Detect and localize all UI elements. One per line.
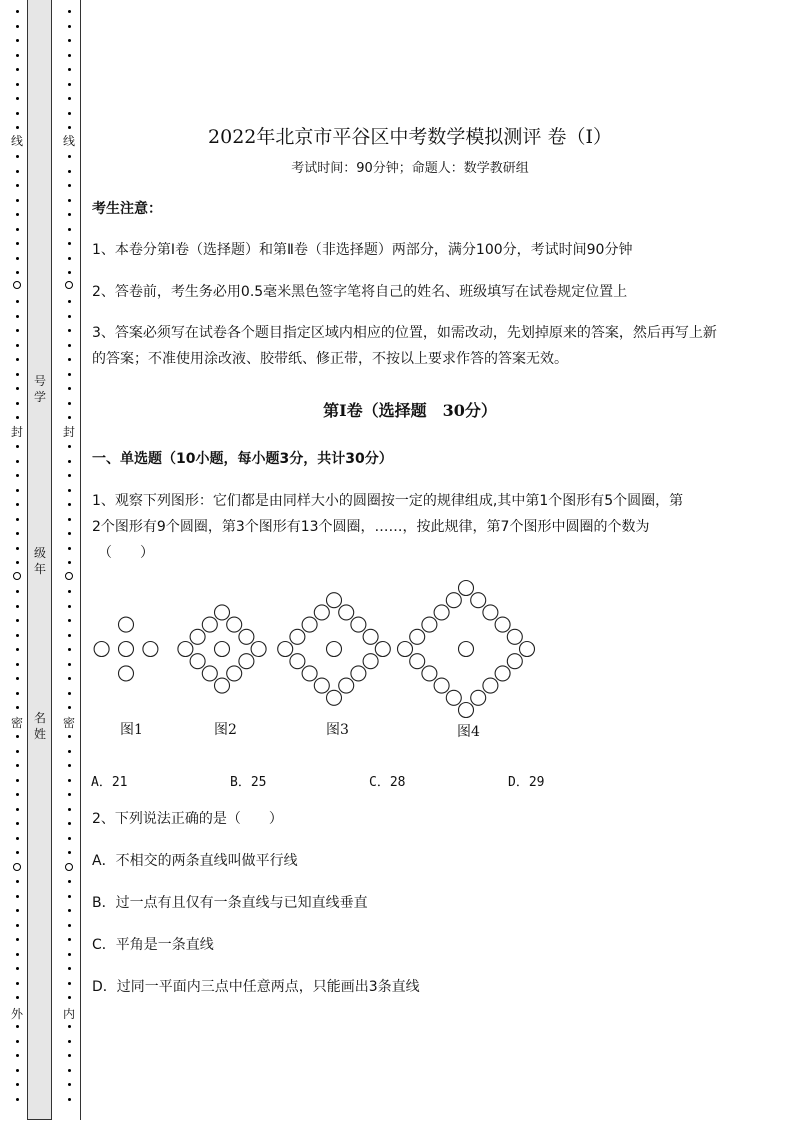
circle-pattern-figure <box>88 578 548 728</box>
binding-ring <box>13 281 21 289</box>
binding-dot <box>16 1098 19 1101</box>
binding-dot <box>16 112 19 115</box>
binding-dot <box>68 54 71 57</box>
pattern-circle <box>251 642 266 657</box>
binding-dot <box>16 97 19 100</box>
q1-stem-line2: 2个图形有9个圆圈，第3个图形有13个圆圈，……，按此规律，第7个图形中圆圈的个数为 <box>92 519 650 535</box>
q2-option-d[interactable]: D．过同一平面内三点中任意两点，只能画出3条直线 <box>92 979 420 995</box>
binding-dot <box>68 1083 71 1086</box>
binding-dot <box>68 953 71 956</box>
pattern-circle <box>483 605 498 620</box>
notice-heading: 考生注意： <box>92 201 162 217</box>
binding-dot <box>16 126 19 129</box>
binding-dot <box>16 735 19 738</box>
binding-dot <box>16 184 19 187</box>
binding-dot <box>16 257 19 260</box>
binding-dot <box>68 97 71 100</box>
pattern-circle <box>483 678 498 693</box>
binding-dot <box>68 895 71 898</box>
field-student-number: 号学 <box>33 374 46 404</box>
binding-dot <box>16 474 19 477</box>
binding-dot <box>16 677 19 680</box>
binding-dot <box>16 1083 19 1086</box>
binding-dot <box>16 25 19 28</box>
pattern-circle <box>178 642 193 657</box>
pattern-circle <box>278 642 293 657</box>
binding-dot <box>68 112 71 115</box>
binding-dot <box>68 532 71 535</box>
pattern-circle <box>314 678 329 693</box>
binding-dot <box>68 518 71 521</box>
pattern-circle <box>290 654 305 669</box>
pattern-circle <box>94 642 109 657</box>
pattern-circle <box>495 617 510 632</box>
seal-mark-mi-outer: 密 <box>10 716 23 730</box>
binding-dot <box>16 518 19 521</box>
binding-dot <box>68 663 71 666</box>
pattern-circle <box>119 642 134 657</box>
pattern-circle <box>202 666 217 681</box>
binding-dot <box>16 271 19 274</box>
binding-dot <box>68 170 71 173</box>
binding-dot <box>68 503 71 506</box>
binding-dot <box>16 590 19 593</box>
binding-dot <box>16 793 19 796</box>
q1-option-d[interactable]: D．29 <box>508 775 545 790</box>
binding-dot <box>16 1040 19 1043</box>
binding-dot <box>16 300 19 303</box>
q2-stem: 2、下列说法正确的是（ ） <box>92 811 283 827</box>
seal-mark-wai-outer: 外 <box>10 1007 23 1021</box>
binding-dot <box>16 996 19 999</box>
binding-dot <box>16 1025 19 1028</box>
binding-dot <box>68 590 71 593</box>
binding-dot <box>68 242 71 245</box>
binding-dot <box>68 489 71 492</box>
binding-dot <box>68 460 71 463</box>
pattern-circle <box>239 629 254 644</box>
pattern-circle <box>327 593 342 608</box>
binding-dot <box>16 155 19 158</box>
binding-dot <box>16 39 19 42</box>
binding-dot <box>68 982 71 985</box>
binding-ring <box>13 572 21 580</box>
figure-label-1: 图1 <box>120 722 143 738</box>
binding-dot <box>16 619 19 622</box>
binding-dot <box>16 909 19 912</box>
binding-dot <box>68 924 71 927</box>
pattern-circle <box>434 605 449 620</box>
pattern-circle <box>471 690 486 705</box>
binding-dot <box>16 228 19 231</box>
binding-dot <box>68 561 71 564</box>
binding-dot <box>68 83 71 86</box>
binding-dot <box>68 750 71 753</box>
binding-dot <box>16 561 19 564</box>
pattern-circle <box>351 617 366 632</box>
pattern-circle <box>434 678 449 693</box>
binding-dot <box>16 242 19 245</box>
q2-option-a[interactable]: A．不相交的两条直线叫做平行线 <box>92 853 298 869</box>
binding-ring <box>65 281 73 289</box>
binding-ring <box>65 572 73 580</box>
pattern-circle <box>119 666 134 681</box>
binding-dot <box>16 532 19 535</box>
pattern-circle <box>227 666 242 681</box>
field-name: 名姓 <box>33 711 46 741</box>
binding-dot <box>68 764 71 767</box>
pattern-circle <box>410 654 425 669</box>
figure-label-4: 图4 <box>457 724 480 740</box>
binding-dot <box>16 54 19 57</box>
binding-dot <box>16 938 19 941</box>
binding-dot <box>68 271 71 274</box>
binding-dot <box>68 996 71 999</box>
pattern-circle <box>302 666 317 681</box>
notice-item-3: 3、答案必须写在试卷各个题目指定区域内相应的位置，如需改动，先划掉原来的答案，然后再写上新 <box>92 325 717 341</box>
binding-dot <box>68 706 71 709</box>
binding-dot <box>16 982 19 985</box>
binding-dot <box>68 228 71 231</box>
binding-dot <box>68 213 71 216</box>
pattern-circle <box>327 690 342 705</box>
binding-dot <box>68 300 71 303</box>
pattern-circle <box>363 629 378 644</box>
binding-dot <box>16 634 19 637</box>
binding-dot <box>68 184 71 187</box>
binding-dot <box>68 880 71 883</box>
pattern-circle <box>327 642 342 657</box>
binding-dot <box>16 489 19 492</box>
pattern-circle <box>202 617 217 632</box>
figure-label-3: 图3 <box>326 722 349 738</box>
binding-dot <box>68 1069 71 1072</box>
notice-item-2: 2、答卷前，考生务必用0.5毫米黑色签字笔将自己的姓名、班级填写在试卷规定位置上 <box>92 284 628 300</box>
binding-dot <box>68 344 71 347</box>
binding-dot <box>16 83 19 86</box>
binding-dot <box>68 25 71 28</box>
binding-ring <box>65 863 73 871</box>
pattern-circle <box>446 593 461 608</box>
binding-dot <box>16 416 19 419</box>
binding-dot <box>68 967 71 970</box>
figure-label-2: 图2 <box>214 722 237 738</box>
seal-mark-mi-inner: 密 <box>62 716 75 730</box>
binding-dot <box>68 68 71 71</box>
binding-dot <box>68 822 71 825</box>
binding-dot <box>16 764 19 767</box>
binding-dot <box>68 1025 71 1028</box>
binding-dot <box>68 938 71 941</box>
pattern-circle <box>190 629 205 644</box>
binding-dot <box>16 373 19 376</box>
binding-dot <box>68 474 71 477</box>
field-grade: 级年 <box>33 546 46 576</box>
binding-dot <box>68 692 71 695</box>
binding-dot <box>16 808 19 811</box>
binding-dot <box>68 329 71 332</box>
pattern-circle <box>339 678 354 693</box>
binding-dot <box>16 315 19 318</box>
page-title: 2022年北京市平谷区中考数学模拟测评 卷（Ⅰ） <box>208 126 612 148</box>
pattern-circle <box>363 654 378 669</box>
binding-dot <box>16 880 19 883</box>
pattern-circle <box>507 654 522 669</box>
binding-dot <box>68 199 71 202</box>
binding-dot <box>68 39 71 42</box>
binding-dot <box>68 445 71 448</box>
binding-dot <box>16 779 19 782</box>
binding-dot <box>16 648 19 651</box>
binding-dot <box>16 822 19 825</box>
binding-dot <box>68 909 71 912</box>
pattern-circle <box>302 617 317 632</box>
seal-mark-nei-inner: 内 <box>62 1007 75 1021</box>
pattern-circle <box>520 642 535 657</box>
binding-dot <box>68 677 71 680</box>
pattern-circle <box>471 593 486 608</box>
pattern-circle <box>375 642 390 657</box>
binding-dot <box>68 257 71 260</box>
binding-dot <box>16 68 19 71</box>
pattern-circle <box>215 605 230 620</box>
binding-dot <box>68 387 71 390</box>
binding-dot <box>68 808 71 811</box>
binding-dot <box>16 605 19 608</box>
binding-dot <box>68 837 71 840</box>
pattern-circle <box>143 642 158 657</box>
notice-item-1: 1、本卷分第Ⅰ卷（选择题）和第Ⅱ卷（非选择题）两部分，满分100分，考试时间90分钟 <box>92 242 633 258</box>
binding-dot <box>68 605 71 608</box>
binding-dot <box>16 953 19 956</box>
exam-info: 考试时间：90分钟；命题人：数学教研组 <box>291 161 529 176</box>
pattern-circle <box>339 605 354 620</box>
seal-mark-xian-inner: 线 <box>62 134 75 148</box>
binding-dot <box>16 967 19 970</box>
pattern-circle <box>422 617 437 632</box>
binding-dot <box>68 648 71 651</box>
binding-dot <box>68 402 71 405</box>
binding-dot <box>16 387 19 390</box>
pattern-circle <box>215 642 230 657</box>
pattern-circle <box>314 605 329 620</box>
seal-mark-feng-inner: 封 <box>62 425 75 439</box>
binding-dot <box>16 837 19 840</box>
pattern-circle <box>227 617 242 632</box>
pattern-circle <box>398 642 413 657</box>
pattern-circle <box>410 629 425 644</box>
binding-dot <box>68 1054 71 1057</box>
q1-option-a[interactable]: A．21 <box>91 775 128 790</box>
binding-dot <box>16 344 19 347</box>
binding-dot <box>68 358 71 361</box>
seal-mark-feng-outer: 封 <box>10 425 23 439</box>
binding-dot <box>68 10 71 13</box>
binding-dot <box>68 779 71 782</box>
binding-dot <box>16 750 19 753</box>
binding-dot <box>16 1054 19 1057</box>
seal-mark-xian-outer: 线 <box>10 134 23 148</box>
binding-dot <box>16 460 19 463</box>
binding-dot <box>16 213 19 216</box>
binding-dot <box>68 547 71 550</box>
binding-dot <box>16 895 19 898</box>
binding-dot <box>16 503 19 506</box>
binding-dot <box>16 445 19 448</box>
q1-stem-line1: 1、观察下列图形：它们都是由同样大小的圆圈按一定的规律组成,其中第1个图形有5个圆圈，第 <box>92 493 684 509</box>
binding-dot <box>68 1040 71 1043</box>
binding-dot <box>16 851 19 854</box>
binding-dot <box>68 315 71 318</box>
pattern-circle <box>290 629 305 644</box>
binding-dot <box>16 924 19 927</box>
binding-dot <box>16 1069 19 1072</box>
binding-dot <box>16 358 19 361</box>
binding-dot <box>16 692 19 695</box>
pattern-circle <box>507 629 522 644</box>
binding-dot <box>16 663 19 666</box>
binding-dot <box>68 634 71 637</box>
q1-option-b[interactable]: B．25 <box>230 775 267 790</box>
pattern-circle <box>495 666 510 681</box>
pattern-circle <box>446 690 461 705</box>
binding-dot <box>68 735 71 738</box>
binding-dot <box>68 851 71 854</box>
binding-dot <box>68 126 71 129</box>
section-heading: 一、单选题（10小题，每小题3分，共计30分） <box>92 451 393 467</box>
binding-dot <box>68 619 71 622</box>
pattern-circle <box>190 654 205 669</box>
binding-dot <box>16 547 19 550</box>
q2-option-c[interactable]: C．平角是一条直线 <box>92 937 214 953</box>
part-title: 第Ⅰ卷（选择题 30分） <box>323 401 497 420</box>
notice-item-3-cont: 的答案；不准使用涂改液、胶带纸、修正带，不按以上要求作答的答案无效。 <box>92 351 568 367</box>
binding-dot <box>16 706 19 709</box>
pattern-circle <box>459 703 474 718</box>
q1-option-c[interactable]: C．28 <box>369 775 406 790</box>
q1-answer-bracket: （ ） <box>98 545 154 561</box>
binding-ring <box>13 863 21 871</box>
binding-line <box>80 0 81 1120</box>
pattern-circle <box>459 642 474 657</box>
pattern-circle <box>422 666 437 681</box>
binding-dot <box>68 1098 71 1101</box>
pattern-circle <box>119 617 134 632</box>
binding-dot <box>68 793 71 796</box>
binding-dot <box>16 199 19 202</box>
q2-option-b[interactable]: B．过一点有且仅有一条直线与已知直线垂直 <box>92 895 368 911</box>
pattern-circle <box>215 678 230 693</box>
binding-dot <box>16 402 19 405</box>
binding-dot <box>16 329 19 332</box>
binding-dot <box>68 373 71 376</box>
pattern-circle <box>239 654 254 669</box>
pattern-circle <box>459 581 474 596</box>
binding-dot <box>16 170 19 173</box>
pattern-circle <box>351 666 366 681</box>
binding-dot <box>68 416 71 419</box>
binding-dot <box>16 10 19 13</box>
binding-dot <box>68 155 71 158</box>
